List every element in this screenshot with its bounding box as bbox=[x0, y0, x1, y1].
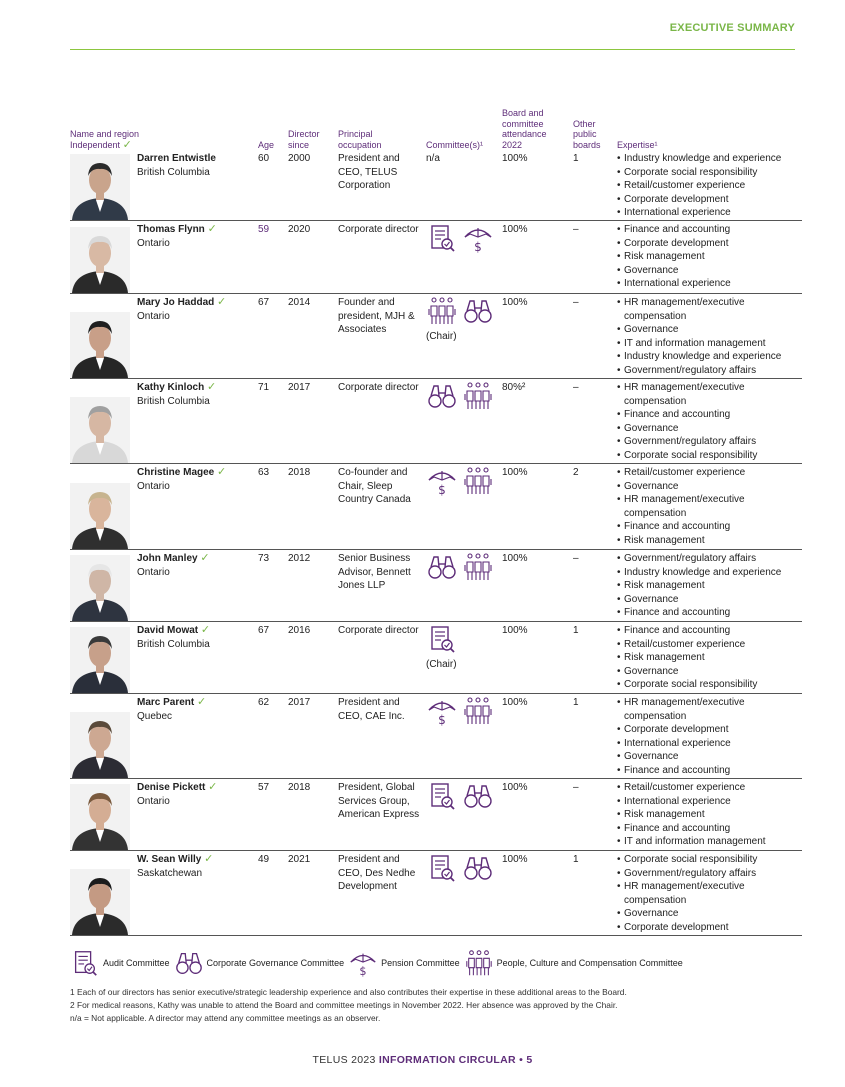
corporate-governance-icon bbox=[426, 552, 458, 582]
director-name: Marc Parent bbox=[137, 697, 195, 708]
director-age: 73 bbox=[258, 553, 270, 564]
independent-check-icon: ✓ bbox=[207, 223, 217, 235]
expertise-item: • Corporate social responsibility bbox=[617, 678, 802, 692]
expertise-item: • Corporate development bbox=[617, 921, 802, 935]
expertise-item: • Retail/customer experience bbox=[617, 179, 802, 193]
corporate-governance-icon bbox=[174, 948, 204, 978]
col-header-occupation bbox=[338, 129, 422, 150]
director-region: Ontario bbox=[137, 310, 170, 322]
director-committees bbox=[426, 552, 502, 582]
director-age: 62 bbox=[258, 697, 270, 708]
expertise-item: • Government/regulatory affairs bbox=[617, 867, 802, 881]
director-other-boards: 1 bbox=[573, 153, 579, 164]
director-attendance: 100% bbox=[502, 153, 528, 164]
director-expertise bbox=[617, 296, 802, 378]
director-region: Quebec bbox=[137, 710, 173, 722]
director-photo bbox=[70, 712, 130, 778]
header-rule bbox=[70, 49, 795, 50]
committee-icons bbox=[426, 223, 502, 253]
expertise-item: • Governance bbox=[617, 422, 802, 436]
committee-icons bbox=[426, 624, 502, 654]
director-attendance: 100% bbox=[502, 224, 528, 235]
expertise-item: • Finance and accounting bbox=[617, 822, 802, 836]
expertise-item: • Governance bbox=[617, 593, 802, 607]
audit-committee-icon bbox=[426, 853, 458, 883]
director-other-boards: 1 bbox=[573, 854, 579, 865]
col-header-occ-line1: Principal bbox=[338, 129, 373, 139]
committee-icons bbox=[426, 381, 502, 411]
director-region: British Columbia bbox=[137, 395, 210, 407]
director-expertise bbox=[617, 466, 802, 548]
expertise-item: • Industry knowledge and experience bbox=[617, 152, 802, 166]
director-region: Ontario bbox=[137, 795, 170, 807]
expertise-item: • Corporate development bbox=[617, 193, 802, 207]
col-header-occ-line2: occupation bbox=[338, 139, 382, 150]
director-expertise bbox=[617, 781, 802, 849]
col-header-other-line3: boards bbox=[573, 139, 601, 150]
corporate-governance-icon bbox=[462, 853, 494, 883]
committee-icons bbox=[426, 696, 502, 726]
director-name: Denise Pickett bbox=[137, 782, 206, 793]
col-header-expertise: Expertise¹ bbox=[617, 139, 658, 150]
col-header-other-line2: public bbox=[573, 129, 597, 139]
director-name-cell bbox=[137, 223, 255, 250]
expertise-list bbox=[617, 381, 802, 463]
director-region: Ontario bbox=[137, 480, 170, 492]
expertise-item: • Risk management bbox=[617, 808, 802, 822]
director-since: 2018 bbox=[288, 467, 311, 478]
audit-committee-icon bbox=[426, 624, 458, 654]
director-committees bbox=[426, 696, 502, 726]
legend-pension: Pension Committee bbox=[381, 958, 460, 968]
col-header-att-line4: 2022 bbox=[502, 139, 523, 150]
director-expertise bbox=[617, 223, 802, 291]
col-header-name bbox=[70, 129, 220, 150]
expertise-item: • Industry knowledge and experience bbox=[617, 566, 802, 580]
checkmark-icon: ✓ bbox=[122, 138, 132, 151]
expertise-item: • Retail/customer experience bbox=[617, 781, 802, 795]
director-other-boards: 2 bbox=[573, 467, 579, 478]
corporate-governance-icon bbox=[426, 381, 458, 411]
expertise-list bbox=[617, 696, 802, 778]
expertise-list bbox=[617, 853, 802, 935]
col-header-name-line1: Name and region bbox=[70, 129, 140, 139]
expertise-item: • Retail/customer experience bbox=[617, 638, 802, 652]
director-age: 60 bbox=[258, 153, 270, 164]
people-culture-icon bbox=[464, 948, 494, 978]
director-occupation: President and CEO, TELUS Corporation bbox=[338, 153, 400, 192]
director-since: 2016 bbox=[288, 625, 311, 636]
footer-bold: INFORMATION CIRCULAR • 5 bbox=[378, 1054, 533, 1066]
director-other-boards: 1 bbox=[573, 697, 579, 708]
director-region: Ontario bbox=[137, 237, 170, 249]
director-row bbox=[70, 150, 802, 221]
director-expertise bbox=[617, 552, 802, 620]
director-expertise bbox=[617, 381, 802, 463]
director-occupation: President and CEO, Des Nedhe Development bbox=[338, 854, 416, 893]
committee-icons bbox=[426, 552, 502, 582]
pension-committee-icon bbox=[426, 696, 458, 726]
director-region: Ontario bbox=[137, 566, 170, 578]
committee-icons bbox=[426, 296, 502, 326]
col-header-independent: Independent bbox=[70, 139, 121, 150]
director-age: 59 bbox=[258, 224, 270, 235]
director-photo bbox=[70, 555, 130, 621]
table-body bbox=[70, 150, 802, 936]
expertise-item: • HR management/executive compensation bbox=[617, 880, 802, 907]
expertise-item: • Governance bbox=[617, 480, 802, 494]
corporate-governance-icon bbox=[462, 781, 494, 811]
director-committees bbox=[426, 466, 502, 496]
footnotes bbox=[70, 986, 800, 1025]
director-attendance: 100% bbox=[502, 854, 528, 865]
director-name-cell bbox=[137, 152, 255, 179]
director-name: Christine Magee bbox=[137, 467, 215, 478]
people-culture-icon bbox=[462, 696, 494, 726]
footnote-na: n/a = Not applicable. A director may attend any committee meetings as an observer. bbox=[70, 1013, 381, 1023]
director-expertise bbox=[617, 152, 802, 220]
expertise-list bbox=[617, 223, 802, 291]
director-name-cell bbox=[137, 853, 255, 880]
expertise-item: • Corporate development bbox=[617, 723, 802, 737]
director-row bbox=[70, 221, 802, 294]
footer-prefix: TELUS 2023 bbox=[312, 1054, 379, 1066]
expertise-item: • Governance bbox=[617, 750, 802, 764]
page-footer bbox=[0, 1054, 845, 1066]
expertise-item: • Governance bbox=[617, 264, 802, 278]
expertise-list bbox=[617, 552, 802, 620]
director-age: 49 bbox=[258, 854, 270, 865]
director-row bbox=[70, 851, 802, 936]
expertise-item: • Governance bbox=[617, 907, 802, 921]
committees-text: n/a bbox=[426, 153, 440, 164]
expertise-item: • HR management/executive compensation bbox=[617, 696, 802, 723]
director-row bbox=[70, 779, 802, 851]
director-name-cell bbox=[137, 381, 255, 408]
director-other-boards: – bbox=[573, 553, 579, 564]
expertise-item: • Finance and accounting bbox=[617, 223, 802, 237]
director-photo bbox=[70, 227, 130, 293]
director-occupation: President, Global Services Group, American Express bbox=[338, 782, 420, 821]
director-region: Saskatchewan bbox=[137, 867, 203, 879]
col-header-other-line1: Other bbox=[573, 118, 596, 129]
director-age: 63 bbox=[258, 467, 270, 478]
expertise-item: • Risk management bbox=[617, 534, 802, 548]
director-name: Darren Entwistle bbox=[137, 153, 216, 164]
director-name-cell bbox=[137, 552, 255, 579]
independent-check-icon: ✓ bbox=[217, 296, 227, 308]
director-attendance: 100% bbox=[502, 467, 528, 478]
director-name: Kathy Kinloch bbox=[137, 382, 205, 393]
expertise-item: • International experience bbox=[617, 737, 802, 751]
expertise-item: • Government/regulatory affairs bbox=[617, 552, 802, 566]
director-committees bbox=[426, 624, 502, 672]
director-since: 2021 bbox=[288, 854, 311, 865]
directors-table bbox=[70, 104, 802, 936]
director-name-cell bbox=[137, 781, 255, 808]
col-header-att-line1: Board and bbox=[502, 108, 544, 118]
director-committees bbox=[426, 152, 502, 166]
expertise-item: • Risk management bbox=[617, 651, 802, 665]
expertise-item: • HR management/executive compensation bbox=[617, 296, 802, 323]
director-occupation: Corporate director bbox=[338, 382, 419, 393]
svg-text:$: $ bbox=[359, 965, 367, 978]
pension-committee-icon bbox=[426, 466, 458, 496]
director-photo bbox=[70, 784, 130, 850]
people-culture-icon bbox=[462, 552, 494, 582]
col-header-since-line2: since bbox=[288, 139, 310, 150]
footnote-2: 2 For medical reasons, Kathy was unable to attend the Board and committee meetings in November 2022. Her absence was approved by the Chair. bbox=[70, 1000, 618, 1010]
director-other-boards: – bbox=[573, 782, 579, 793]
expertise-item: • Risk management bbox=[617, 579, 802, 593]
col-header-att-line3: attendance bbox=[502, 129, 547, 139]
expertise-item: • Finance and accounting bbox=[617, 520, 802, 534]
expertise-list bbox=[617, 152, 802, 220]
director-occupation: Corporate director bbox=[338, 625, 419, 636]
col-header-since-line1: Director bbox=[288, 129, 320, 139]
independent-check-icon: ✓ bbox=[204, 853, 214, 865]
director-row bbox=[70, 379, 802, 464]
director-attendance: 80%² bbox=[502, 382, 526, 393]
independent-check-icon: ✓ bbox=[217, 466, 227, 478]
director-since: 2017 bbox=[288, 382, 311, 393]
header-label: EXECUTIVE SUMMARY bbox=[669, 22, 795, 34]
director-occupation: President and CEO, CAE Inc. bbox=[338, 697, 405, 722]
expertise-item: • IT and information management bbox=[617, 835, 802, 849]
director-age: 67 bbox=[258, 625, 270, 636]
director-name: John Manley bbox=[137, 553, 198, 564]
audit-committee-icon bbox=[426, 223, 458, 253]
svg-text:$: $ bbox=[438, 483, 446, 496]
director-expertise bbox=[617, 624, 802, 692]
director-photo bbox=[70, 869, 130, 935]
director-row bbox=[70, 464, 802, 550]
people-culture-icon bbox=[426, 296, 458, 326]
table-header bbox=[70, 104, 802, 150]
chair-label: (Chair) bbox=[426, 659, 457, 670]
expertise-item: • HR management/executive compensation bbox=[617, 381, 802, 408]
director-other-boards: – bbox=[573, 297, 579, 308]
expertise-item: • International experience bbox=[617, 277, 802, 291]
pension-committee-icon bbox=[348, 948, 378, 978]
expertise-list bbox=[617, 781, 802, 849]
legend-audit: Audit Committee bbox=[103, 958, 170, 968]
audit-committee-icon bbox=[70, 948, 100, 978]
chair-label: (Chair) bbox=[426, 331, 457, 342]
col-header-since bbox=[288, 129, 336, 150]
audit-committee-icon bbox=[426, 781, 458, 811]
expertise-item: • Corporate social responsibility bbox=[617, 853, 802, 867]
svg-text:$: $ bbox=[474, 240, 482, 253]
director-attendance: 100% bbox=[502, 625, 528, 636]
director-photo bbox=[70, 397, 130, 463]
expertise-item: • Governance bbox=[617, 323, 802, 337]
expertise-list bbox=[617, 296, 802, 378]
expertise-item: • Industry knowledge and experience bbox=[617, 350, 802, 364]
director-since: 2017 bbox=[288, 697, 311, 708]
director-age: 67 bbox=[258, 297, 270, 308]
expertise-item: • Retail/customer experience bbox=[617, 466, 802, 480]
col-header-att-line2: committee bbox=[502, 118, 544, 129]
independent-check-icon: ✓ bbox=[207, 381, 217, 393]
director-occupation: Senior Business Advisor, Bennett Jones LLP bbox=[338, 553, 411, 592]
independent-check-icon: ✓ bbox=[208, 781, 218, 793]
director-since: 2018 bbox=[288, 782, 311, 793]
expertise-list bbox=[617, 466, 802, 548]
expertise-item: • Finance and accounting bbox=[617, 408, 802, 422]
expertise-list bbox=[617, 624, 802, 692]
expertise-item: • International experience bbox=[617, 206, 802, 220]
director-attendance: 100% bbox=[502, 553, 528, 564]
expertise-item: • Corporate development bbox=[617, 237, 802, 251]
people-culture-icon bbox=[462, 466, 494, 496]
expertise-item: • Corporate social responsibility bbox=[617, 166, 802, 180]
legend-governance: Corporate Governance Committee bbox=[206, 958, 345, 968]
director-attendance: 100% bbox=[502, 297, 528, 308]
director-attendance: 100% bbox=[502, 782, 528, 793]
expertise-item: • HR management/executive compensation bbox=[617, 493, 802, 520]
expertise-item: • Finance and accounting bbox=[617, 764, 802, 778]
director-committees bbox=[426, 781, 502, 811]
expertise-item: • International experience bbox=[617, 795, 802, 809]
director-row bbox=[70, 294, 802, 379]
director-name: W. Sean Willy bbox=[137, 854, 202, 865]
legend-people: People, Culture and Compensation Committee bbox=[496, 958, 683, 968]
director-since: 2000 bbox=[288, 153, 311, 164]
director-other-boards: – bbox=[573, 224, 579, 235]
director-region: British Columbia bbox=[137, 166, 210, 178]
expertise-item: • Corporate social responsibility bbox=[617, 449, 802, 463]
col-header-attendance bbox=[502, 108, 572, 150]
director-committees bbox=[426, 381, 502, 411]
director-committees bbox=[426, 223, 502, 253]
director-committees bbox=[426, 296, 502, 344]
director-name-cell bbox=[137, 296, 255, 323]
director-since: 2012 bbox=[288, 553, 311, 564]
svg-text:$: $ bbox=[438, 713, 446, 726]
col-header-other-boards bbox=[573, 119, 617, 151]
director-photo bbox=[70, 483, 130, 549]
director-name-cell bbox=[137, 696, 255, 723]
expertise-item: • Government/regulatory affairs bbox=[617, 364, 802, 378]
col-header-age: Age bbox=[258, 139, 275, 150]
director-attendance: 100% bbox=[502, 697, 528, 708]
director-row bbox=[70, 694, 802, 779]
director-region: British Columbia bbox=[137, 638, 210, 650]
director-since: 2014 bbox=[288, 297, 311, 308]
director-photo bbox=[70, 312, 130, 378]
expertise-item: • Government/regulatory affairs bbox=[617, 435, 802, 449]
pension-committee-icon bbox=[462, 223, 494, 253]
director-other-boards: 1 bbox=[573, 625, 579, 636]
committee-icons bbox=[426, 466, 502, 496]
director-occupation: Founder and president, MJH & Associates bbox=[338, 297, 415, 336]
independent-check-icon: ✓ bbox=[200, 624, 211, 636]
director-since: 2020 bbox=[288, 224, 311, 235]
director-occupation: Corporate director bbox=[338, 224, 419, 235]
committee-legend bbox=[70, 948, 790, 978]
director-name: Thomas Flynn bbox=[137, 224, 205, 235]
director-age: 57 bbox=[258, 782, 270, 793]
independent-check-icon: ✓ bbox=[197, 696, 207, 708]
expertise-item: • Finance and accounting bbox=[617, 606, 802, 620]
footnote-1: 1 Each of our directors has senior executive/strategic leadership experience and also contributes their expertise in these additional areas to the Board. bbox=[70, 987, 627, 997]
director-photo bbox=[70, 154, 130, 220]
director-other-boards: – bbox=[573, 382, 579, 393]
director-age: 71 bbox=[258, 382, 270, 393]
committee-icons bbox=[426, 781, 502, 811]
independent-check-icon: ✓ bbox=[200, 552, 210, 564]
corporate-governance-icon bbox=[462, 296, 494, 326]
expertise-item: • IT and information management bbox=[617, 337, 802, 351]
director-expertise bbox=[617, 853, 802, 935]
expertise-item: • Governance bbox=[617, 665, 802, 679]
director-name: David Mowat bbox=[137, 625, 199, 636]
expertise-item: • Risk management bbox=[617, 250, 802, 264]
director-committees bbox=[426, 853, 502, 883]
director-expertise bbox=[617, 696, 802, 778]
people-culture-icon bbox=[462, 381, 494, 411]
director-row bbox=[70, 550, 802, 622]
director-photo bbox=[70, 627, 130, 693]
col-header-committees: Committee(s)¹ bbox=[426, 139, 484, 150]
director-name: Mary Jo Haddad bbox=[137, 297, 215, 308]
director-occupation: Co-founder and Chair, Sleep Country Canada bbox=[338, 467, 411, 506]
expertise-item: • Finance and accounting bbox=[617, 624, 802, 638]
director-name-cell bbox=[137, 466, 255, 493]
director-name-cell bbox=[137, 624, 255, 651]
director-row bbox=[70, 622, 802, 694]
committee-icons bbox=[426, 853, 502, 883]
